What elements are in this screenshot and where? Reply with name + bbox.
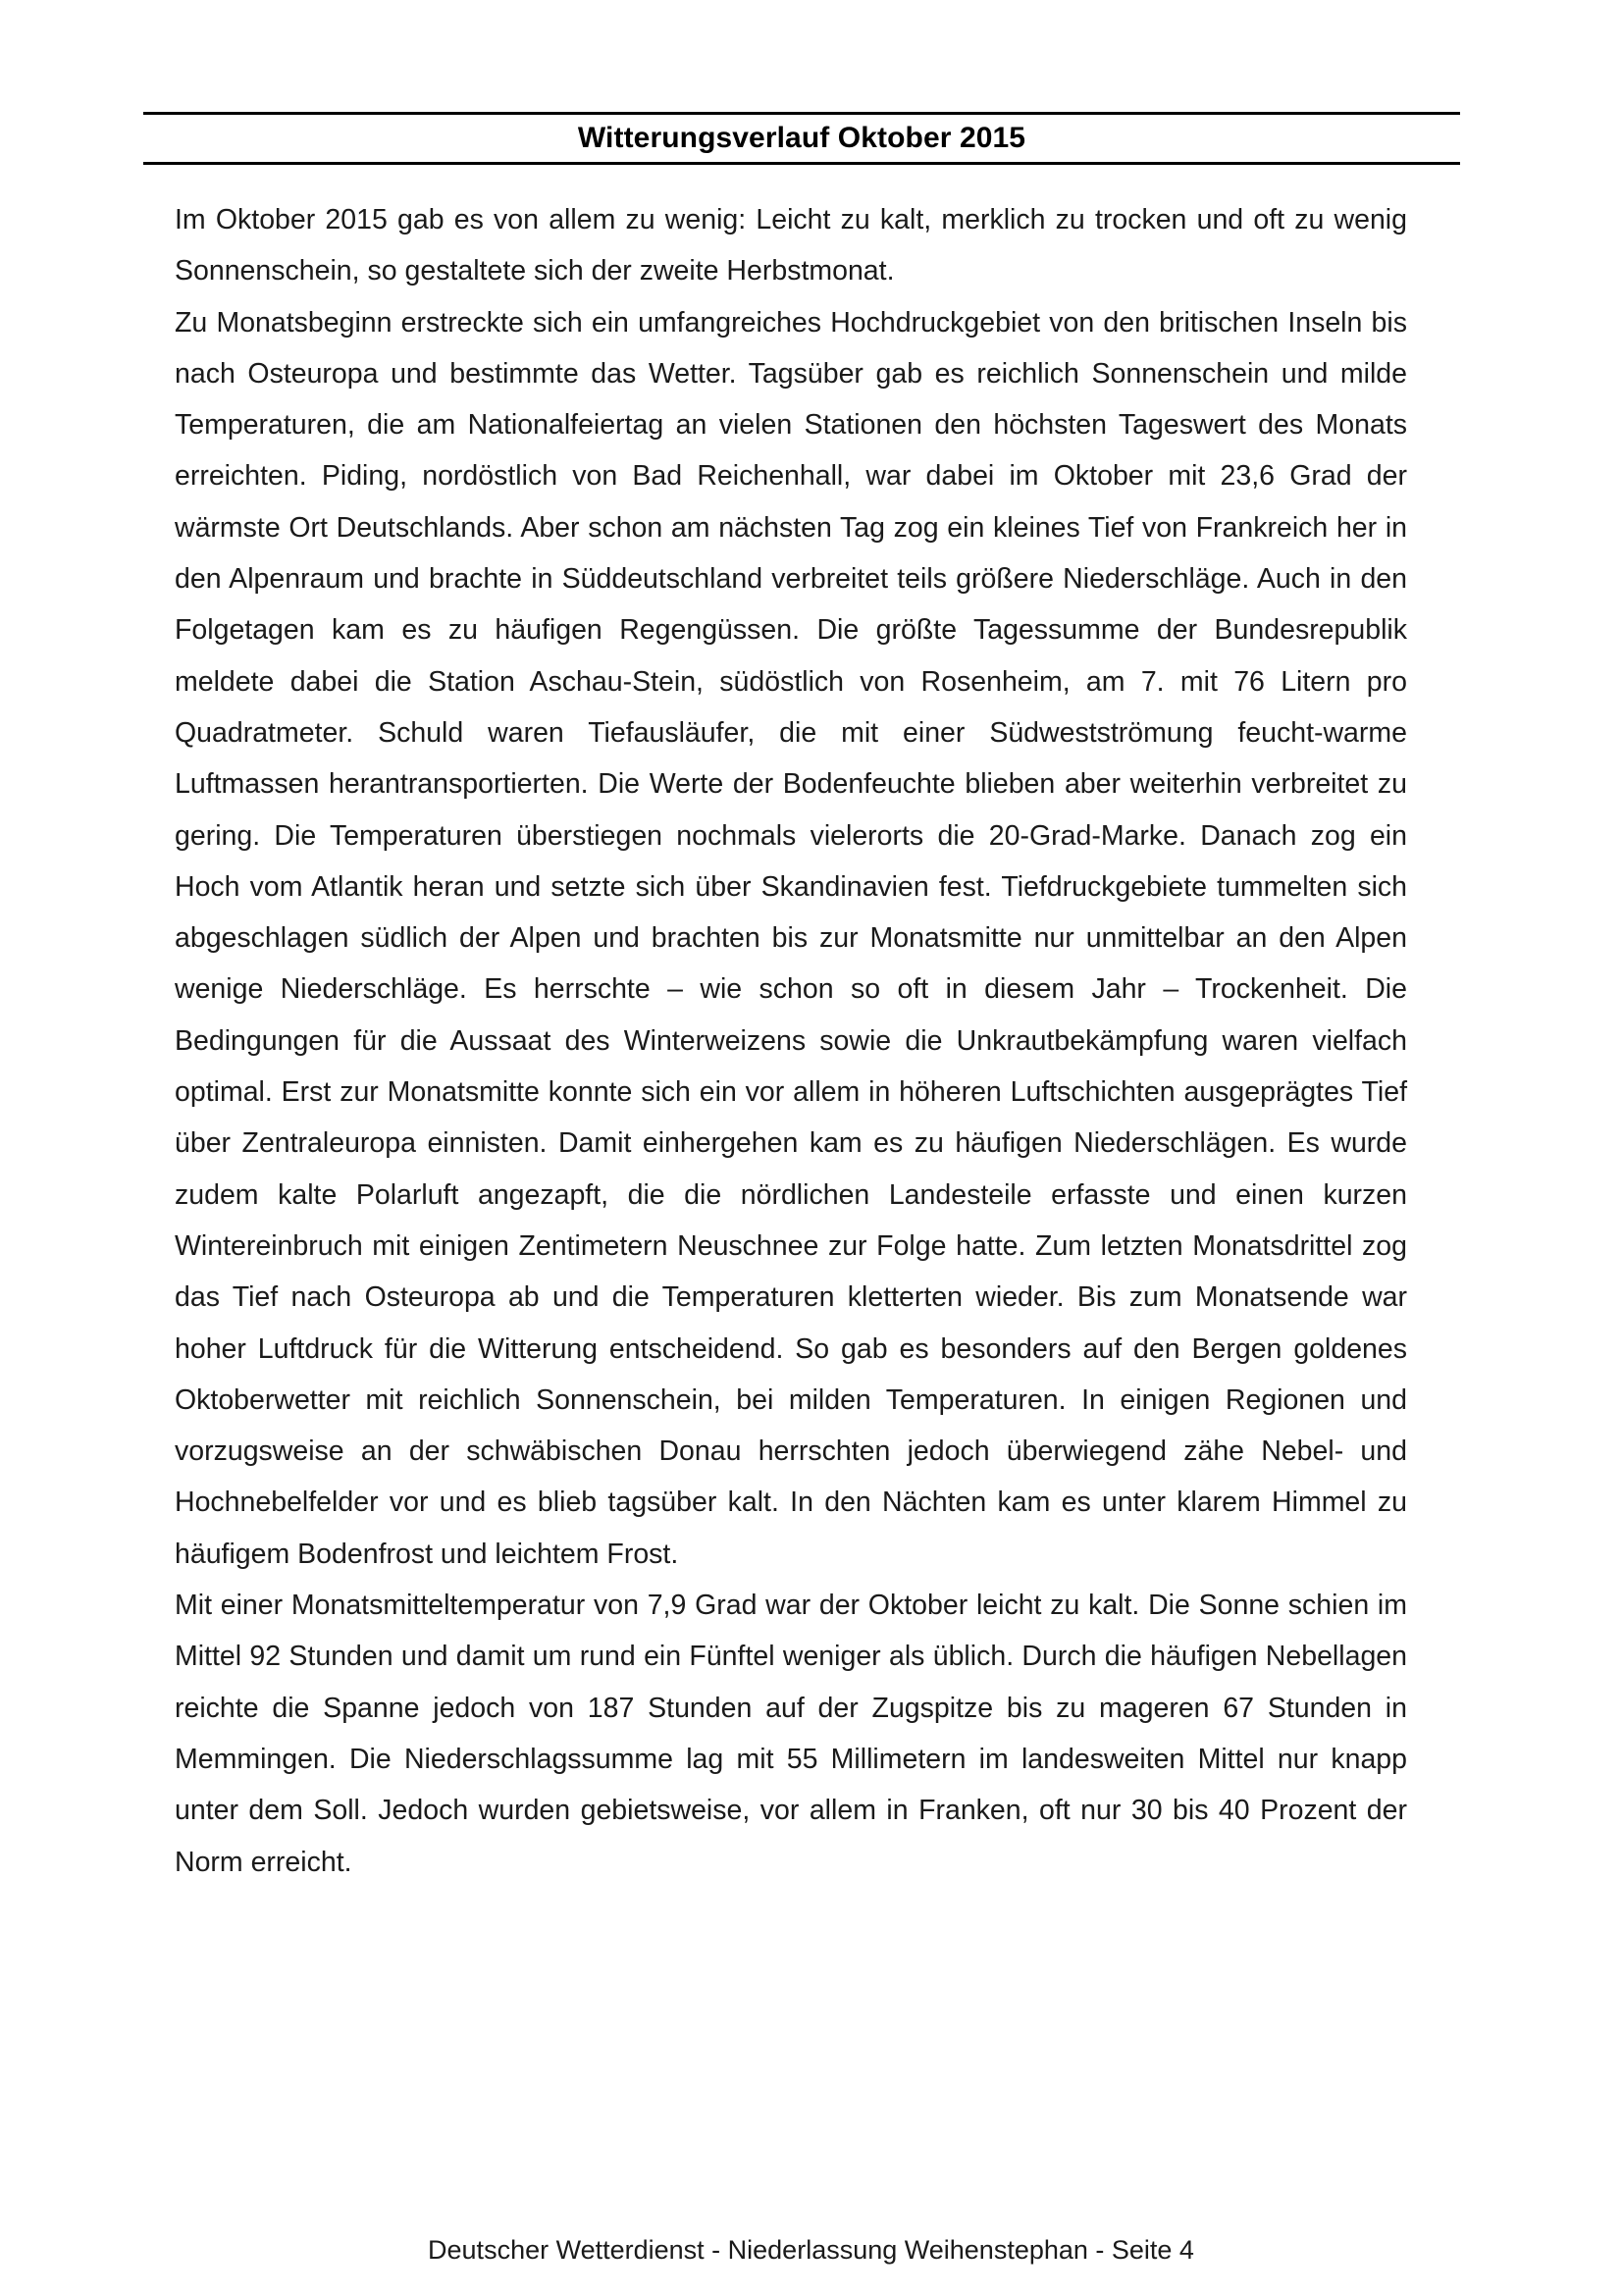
body-text	[175, 194, 1407, 1888]
paragraph-intro: Im Oktober 2015 gab es von allem zu wenig: Leicht zu kalt, merklich zu trocken und oft zu wenig Sonnenschein, so gestaltete sich der zweite Herbstmonat.	[175, 204, 1407, 287]
paragraph-weather-course: Zu Monatsbeginn erstreckte sich ein umfangreiches Hochdruckgebiet von den britischen Inseln bis nach Osteuropa und bestimmte das Wetter. Tagsüber gab es reichlich Sonnenschein und milde Temperaturen, die am Nationalfeiertag an vielen Stationen den höchsten Tageswert des Monats erreichten. Piding, nordöstlich von Bad Reichenhall, war dabei im Oktober mit 23,6 Grad der wärmste Ort Deutschlands. Aber schon am nächsten Tag zog ein kleines Tief von Frankreich her in den Alpenraum und brachte in Süddeutschland verbreitet teils größere Niederschläge. Auch in den Folgetagen kam es zu häufigen Regengüssen. Die größte Tagessumme der Bundesrepublik meldete dabei die Station Aschau-Stein, südöstlich von Rosenheim, am 7. mit 76 Litern pro Quadratmeter. Schuld waren Tiefausläufer, die mit einer Südwestströmung feucht-warme Luftmassen herantransportierten. Die Werte der Bodenfeuchte blieben aber weiterhin verbreitet zu gering. Die Temperaturen überstiegen nochmals vielerorts die 20-Grad-Marke. Danach zog ein Hoch vom Atlantik heran und setzte sich über Skandinavien fest. Tiefdruckgebiete tummelten sich abgeschlagen südlich der Alpen und brachten bis zur Monatsmitte nur unmittelbar an den Alpen wenige Niederschläge. Es herrschte – wie schon so oft in diesem Jahr – Trockenheit. Die Bedingungen für die Aussaat des Winterweizens sowie die Unkrautbekämpfung waren vielfach optimal. Erst zur Monatsmitte konnte sich ein vor allem in höheren Luftschichten ausgeprägtes Tief über Zentraleuropa einnisten. Damit einhergehen kam es zu häufigen Niederschlägen. Es wurde zudem kalte Polarluft angezapft, die die nördlichen Landesteile erfasste und einen kurzen Wintereinbruch mit einigen Zentimetern Neuschnee zur Folge hatte. Zum letzten Monatsdrittel zog das Tief nach Osteuropa ab und die Temperaturen kletterten wieder. Bis zum Monatsende war hoher Luftdruck für die Witterung entscheidend. So gab es besonders auf den Bergen goldenes Oktoberwetter mit reichlich Sonnenschein, bei milden Temperaturen. In einigen Regionen und vorzugsweise an der schwäbischen Donau herrschten jedoch überwiegend zähe Nebel- und Hochnebelfelder vor und es blieb tagsüber kalt. In den Nächten kam es unter klarem Himmel zu häufigem Bodenfrost und leichtem Frost.	[175, 306, 1407, 1570]
title-bar	[143, 112, 1460, 165]
paragraph-summary: Mit einer Monatsmitteltemperatur von 7,9 Grad war der Oktober leicht zu kalt. Die Sonne schien im Mittel 92 Stunden und damit um rund ein Fünftel weniger als üblich. Durch die häufigen Nebellagen reichte die Spanne jedoch von 187 Stunden auf der Zugspitze bis zu mageren 67 Stunden in Memmingen. Die Niederschlagssumme lag mit 55 Millimetern im landesweiten Mittel nur knapp unter dem Soll. Jedoch wurden gebietsweise, vor allem in Franken, oft nur 30 bis 40 Prozent der Norm erreicht.	[175, 1590, 1407, 1878]
document-title: Witterungsverlauf Oktober 2015	[577, 122, 1026, 154]
page-footer: Deutscher Wetterdienst - Niederlassung Weihenstephan - Seite 4	[428, 2235, 1194, 2265]
